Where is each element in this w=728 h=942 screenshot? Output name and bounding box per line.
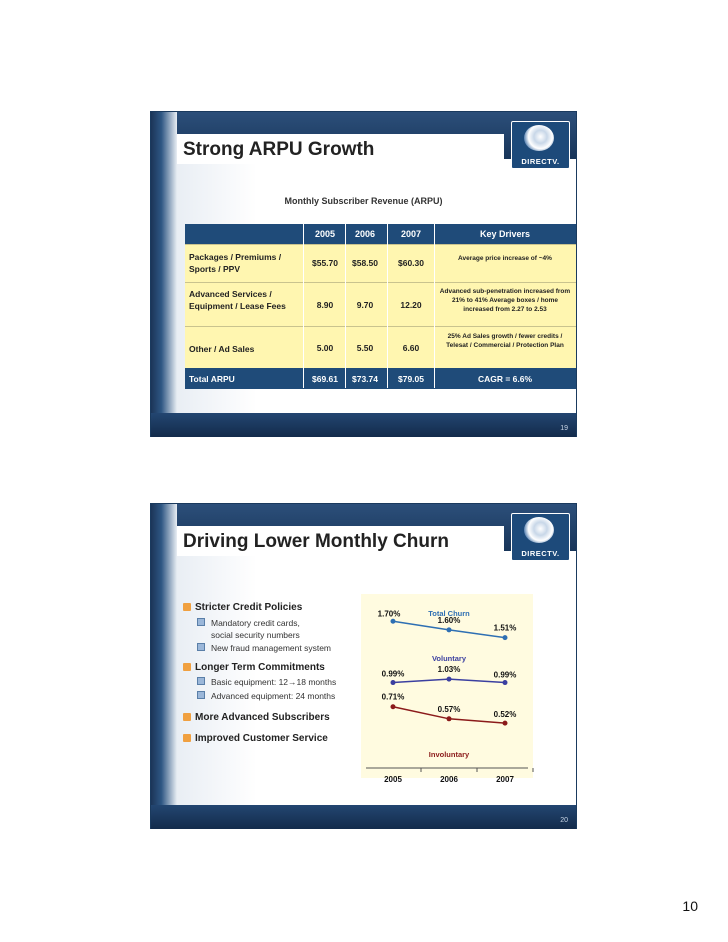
row-label: Advanced Services / Equipment / Lease Fees (189, 289, 286, 311)
total-label: Total ARPU (189, 374, 235, 384)
data-point (391, 704, 396, 709)
x-tick-label: 2005 (384, 775, 402, 784)
sub-bullet-text: Advanced equipment: 24 months (211, 691, 336, 701)
bullet-text: More Advanced Subscribers (195, 712, 330, 723)
slide-page-number: 19 (560, 425, 568, 432)
slide-side-gradient (151, 504, 177, 829)
document-page-number: 10 (682, 898, 698, 914)
data-point (503, 635, 508, 640)
arpu-table (185, 224, 576, 388)
bullet-item (183, 662, 325, 673)
sub-bullet-icon (197, 618, 205, 626)
slide-churn (150, 503, 577, 829)
series-name-label: Total Churn (428, 608, 470, 618)
total-2007: $79.05 (398, 374, 424, 384)
data-point (447, 716, 452, 721)
series-name-label: Involuntary (428, 749, 470, 759)
row-key-driver: Average price increase of ~4% (458, 255, 552, 262)
table-row (185, 244, 576, 283)
row-value-2007: $60.30 (398, 258, 424, 268)
logo-globe-icon (524, 125, 554, 151)
sub-bullet-item (197, 618, 300, 628)
bullet-text: Stricter Credit Policies (195, 602, 303, 613)
sub-bullet-item (197, 677, 336, 687)
sub-bullet-icon (197, 677, 205, 685)
slide-title: Strong ARPU Growth (183, 139, 375, 160)
sub-bullet-icon (197, 691, 205, 699)
slide-footer-bar (151, 805, 576, 829)
churn-chart (361, 594, 533, 784)
row-value-2007: 12.20 (400, 300, 422, 310)
data-point (503, 721, 508, 726)
bullet-text: Improved Customer Service (195, 733, 328, 744)
table-divider (434, 224, 435, 388)
header-2007: 2007 (400, 229, 422, 239)
bullet-icon (183, 663, 191, 671)
row-label: Packages / Premiums / Sports / PPV (189, 252, 282, 274)
row-label: Other / Ad Sales (189, 344, 255, 354)
table-total-row (185, 368, 576, 389)
bullet-text: Longer Term Commitments (195, 662, 325, 673)
directv-logo (511, 121, 570, 169)
row-value-2006: 9.70 (356, 300, 374, 310)
data-point (391, 619, 396, 624)
sub-bullet-continuation: social security numbers (211, 630, 300, 640)
data-point (391, 680, 396, 685)
row-value-2007: 6.60 (402, 343, 420, 353)
header-2005: 2005 (314, 229, 336, 239)
table-title: Monthly Subscriber Revenue (ARPU) (284, 196, 443, 206)
bullet-icon (183, 734, 191, 742)
row-value-2006: 5.50 (356, 343, 374, 353)
sub-bullet-text: New fraud management system (211, 643, 331, 653)
table-divider (387, 224, 388, 388)
row-value-2006: $58.50 (352, 258, 378, 268)
data-label: 0.71% (381, 692, 405, 702)
directv-logo (511, 513, 570, 561)
data-label: 0.57% (437, 704, 461, 714)
data-label: 0.52% (493, 710, 517, 720)
total-2006: $73.74 (352, 374, 378, 384)
row-key-driver: 25% Ad Sales growth / fewer credits / Telesat / Commercial / Protection Plan (446, 333, 564, 349)
sub-bullet-icon (197, 643, 205, 651)
row-key-driver: Advanced sub-penetration increased from 21% to 41% Average boxes / home increased from 2.27 to 2.53 (439, 288, 571, 313)
sub-bullet-item (197, 643, 331, 653)
header-key-drivers: Key Drivers (479, 229, 531, 239)
logo-globe-icon (524, 517, 554, 543)
total-cagr: CAGR = 6.6% (477, 374, 533, 384)
data-label: 1.51% (493, 623, 517, 633)
slide-side-gradient (151, 112, 177, 437)
slide-page-number: 20 (560, 817, 568, 824)
table-divider (303, 224, 304, 388)
sub-bullet-text: Mandatory credit cards, (211, 618, 300, 628)
data-point (447, 677, 452, 682)
x-tick-label: 2006 (440, 775, 458, 784)
header-2006: 2006 (354, 229, 376, 239)
logo-wordmark: DIRECTV. (521, 157, 560, 166)
bullet-item (183, 733, 328, 744)
data-point (503, 680, 508, 685)
bullet-item (183, 602, 302, 613)
data-label: 1.70% (377, 609, 401, 619)
bullet-icon (183, 603, 191, 611)
slide-arpu (150, 111, 577, 437)
data-label: 0.99% (493, 670, 517, 680)
data-label: 0.99% (381, 669, 405, 679)
churn-chart-svg (361, 594, 533, 784)
data-label: 1.60% (437, 615, 461, 625)
table-row (185, 326, 576, 369)
slide-footer-bar (151, 413, 576, 437)
row-value-2005: 8.90 (316, 300, 334, 310)
table-header-row (185, 224, 576, 244)
sub-bullet-item (197, 691, 335, 701)
bullet-item (183, 712, 330, 723)
total-2005: $69.61 (312, 374, 338, 384)
data-point (447, 627, 452, 632)
data-label: 1.03% (437, 665, 461, 675)
table-divider (345, 224, 346, 388)
logo-wordmark: DIRECTV. (521, 549, 560, 558)
bullet-icon (183, 713, 191, 721)
slide-title: Driving Lower Monthly Churn (183, 531, 449, 552)
x-tick-label: 2007 (496, 775, 514, 784)
table-row (185, 282, 576, 327)
row-value-2005: 5.00 (316, 343, 334, 353)
series-name-label: Voluntary (431, 654, 467, 664)
sub-bullet-text: Basic equipment: 12→18 months (211, 677, 337, 687)
row-value-2005: $55.70 (312, 258, 338, 268)
